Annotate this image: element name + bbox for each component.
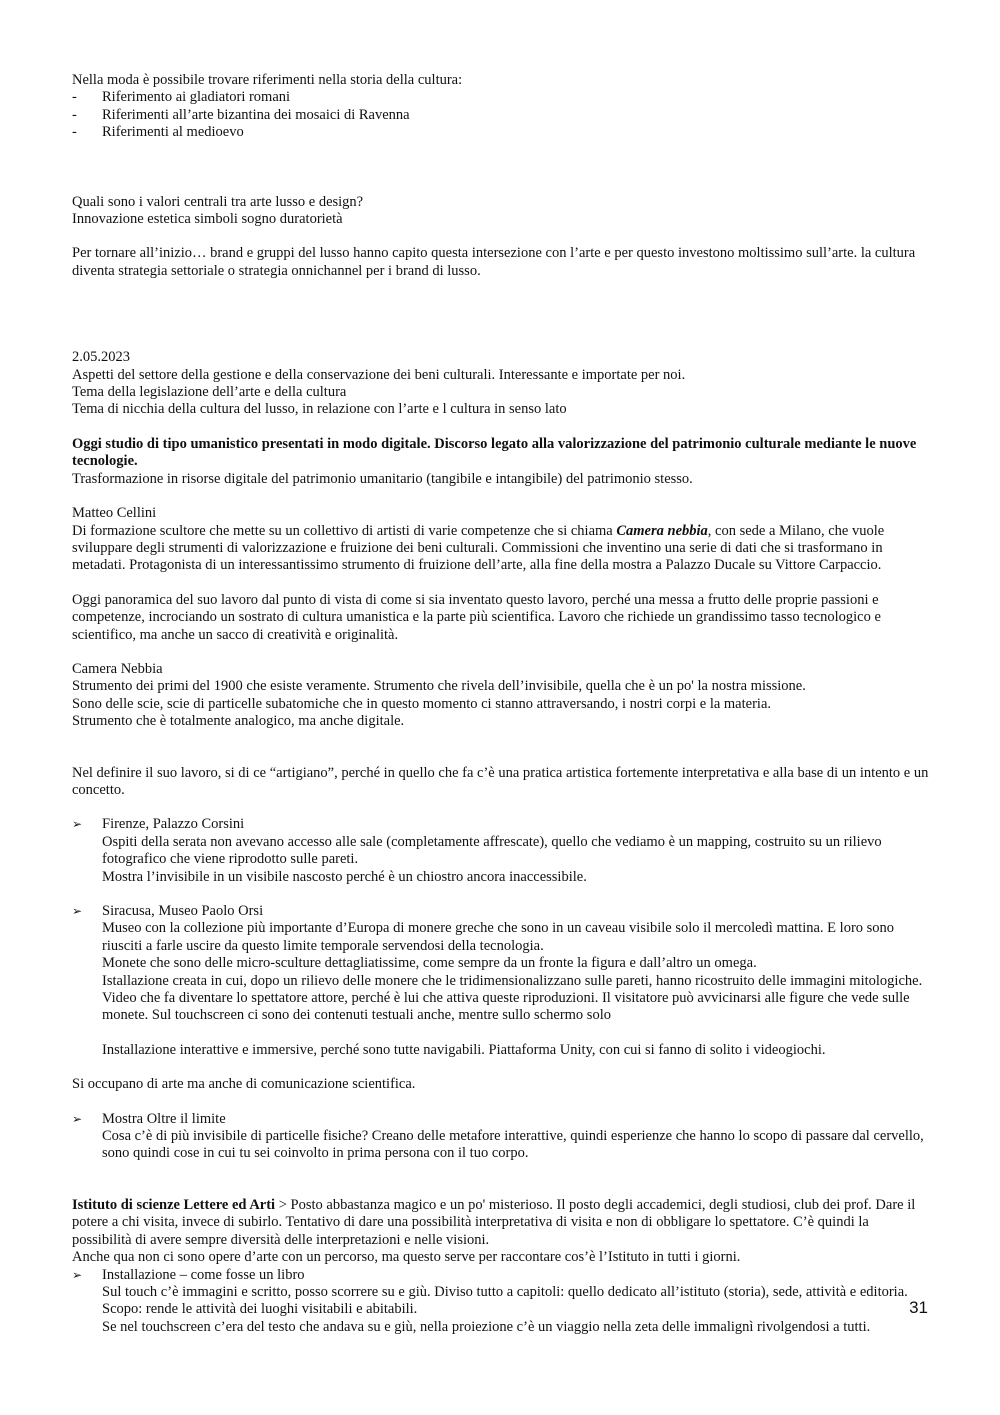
arrow-bullet-icon: ➢ [72, 817, 83, 832]
firenze-text: Ospiti della serata non avevano accesso alle sale (completamente affrescate), quello che vediamo è un mapping, costruito su un rilievo fotografico che viene riprodotto sulle pareti. [102, 833, 882, 868]
list-item [72, 107, 932, 124]
camera-title: Camera Nebbia [72, 660, 163, 677]
list-item [72, 89, 932, 106]
camera-line: Strumento dei primi del 1900 che esiste veramente. Strumento che rivela dell’invisibile, quella che è un po' la nostra missione. [72, 678, 806, 695]
dash-bullet: - [72, 124, 77, 141]
istituto-item-text: Sul touch c’è immagini e scritto, posso scorrere su e giù. Diviso tutto a capitoli: quello dedicato all’istituto (storia), sede, attività e editoria. Scopo: rende le attività dei luoghi visitabili e abitabili. [102, 1283, 908, 1318]
istituto-item-title: Installazione – come fosse un libro [102, 1266, 305, 1283]
istituto-text: > Posto abbastanza magico e un po' misterioso. Il posto degli accademici, degli studiosi, club dei prof. Dare il potere a chi visita, invece di subirlo. Tentativo di dare una possibilità interpretativa di visita e non di obbligare lo spettatore. C’è quindi la possibilità di avere sempre diversità delle interpretazioni e nelle visioni. [72, 1196, 916, 1248]
arrow-bullet-icon: ➢ [72, 1111, 83, 1126]
list-item-text: Riferimento ai gladiatori romani [102, 89, 291, 106]
firenze-title: Firenze, Palazzo Corsini [102, 816, 245, 833]
istituto-paragraph [72, 1197, 932, 1249]
arrow-bullet-icon: ➢ [72, 1267, 83, 1282]
digital-text: Trasformazione in risorse digitale del patrimonio umanitario (tangibile e intangibile) del patrimonio stesso. [72, 470, 693, 487]
cellini-name: Matteo Cellini [72, 505, 157, 522]
arrow-bullet-icon: ➢ [72, 904, 83, 918]
values-question: Quali sono i valori centrali tra arte lusso e design? [72, 193, 364, 210]
cellini-text: Di formazione scultore che mette su un collettivo di artisti di varie competenze che si chiama [72, 522, 617, 539]
siracusa-text: Museo con la collezione più importante d’Europa di monere greche che sono in un caveau visibile solo il mercoledì mattina. E loro sono riusciti a farle uscire da questo limite temporale servendosi della tecnologia. [102, 920, 895, 954]
cellini-text: , con sede a Milano, che vuole sviluppare degli strumenti di valorizzazione e fruizione dei beni culturali. Commissioni che inventino una serie di dati che si trasformano in metadati. Protagonista di un interessantissimo strumento di fruizione dell’arte, alla fine della mostra a Palazzo Ducale su Vittore Carpaccio. [72, 522, 885, 574]
scientific-line: Si occupano di arte ma anche di comunicazione scientifica. [72, 1076, 416, 1093]
page-number: 31 [909, 1298, 928, 1317]
oltre-text: Cosa c’è di più invisibile di particelle fisiche? Creano delle metafore interattive, quindi esperienze che hanno lo scopo di passare dal cervello, sono quindi cose in cui tu sei coinvolto in prima persona con il tuo corpo. [102, 1128, 924, 1162]
digital-heading [72, 436, 932, 471]
oltre-title: Mostra Oltre il limite [102, 1110, 226, 1127]
istituto-item-text: Se nel touchscreen c’era del testo che andava su e giù, nella proiezione c’è un viaggio nella zeta delle immalignì rivolgendosi a tutti. [102, 1318, 871, 1335]
dash-bullet: - [72, 106, 77, 123]
lesson-line: Tema della legislazione dell’arte e della cultura [72, 384, 347, 401]
istituto-item [72, 1267, 932, 1337]
oltre-item [72, 1111, 932, 1163]
dash-bullet: - [72, 89, 77, 106]
camera-line: Strumento che è totalmente analogico, ma anche digitale. [72, 713, 405, 730]
lesson-line: Aspetti del settore della gestione e della conservazione dei beni culturali. Interessante e importate per noi. [72, 366, 686, 383]
camera-nebbia-emphasis: Camera nebbia [616, 522, 708, 539]
lesson-date: 2.05.2023 [72, 349, 130, 366]
panoramica-paragraph: Oggi panoramica del suo lavoro dal punto di vista di come si sia inventato questo lavoro, perché una messa a frutto delle proprie passioni e competenze, incrociando un sostrato di cultura umanistica e la parte più scientifica. Lavoro che richiede un grandissimo tasso tecnologico e scientifico, ma anche un sacco di creatività e originalità. [72, 591, 881, 643]
values-answer: Innovazione estetica simboli sogno duratorietà [72, 211, 343, 228]
cellini-paragraph [72, 523, 932, 575]
istituto-bold: Istituto di scienze Lettere ed Arti [72, 1196, 276, 1213]
firenze-item [72, 816, 932, 886]
firenze-text: Mostra l’invisibile in un visibile nascosto perché è un chiostro ancora inaccessibile. [102, 868, 587, 885]
siracusa-text: Monete che sono delle micro-sculture dettagliatissime, come sempre da un fronte la figura e dall’altro un omega. [102, 955, 757, 972]
intro-line: Nella moda è possibile trovare riferimenti nella storia della cultura: [72, 72, 463, 88]
lesson-line: Tema di nicchia della cultura del lusso, in relazione con l’arte e l cultura in senso lato [72, 401, 567, 418]
istituto-line: Anche qua non ci sono opere d’arte con un percorso, ma questo serve per raccontare cos’è l’Istituto in tutti i giorni. [72, 1249, 741, 1266]
camera-line: Sono delle scie, scie di particelle subatomiche che in questo momento ci stanno attraversando, i nostri corpi e la materia. [72, 695, 772, 712]
return-paragraph: Per tornare all’inizio… brand e gruppi del lusso hanno capito questa intersezione con l’arte e per questo investono moltissimo sull’arte. la cultura diventa strategia settoriale o strategia onnichannel per i brand di lusso. [72, 245, 916, 279]
digital-bold-text: Oggi studio di tipo umanistico presentati in modo digitale. Discorso legato alla valorizzazione del patrimonio culturale mediante le nuove tecnologie. [72, 435, 917, 470]
siracusa-text: Installazione interattive e immersive, perché sono tutte navigabili. Piattaforma Unity, con cui si fanno di solito i videogiochi. [102, 1041, 826, 1058]
siracusa-item [72, 903, 932, 1059]
document-page [72, 72, 932, 1336]
siracusa-text: Istallazione creata in cui, dopo un rilievo delle monere che le tridimensionalizzano sulle pareti, hanno ricostruito delle immagini mitologiche. Video che fa diventare lo spettatore attore, perché è lui che attiva queste riproduzioni. Il visitatore può avvicinarsi alle figure che vede sulle monete. Sul touchscreen ci sono dei contenuti testuali anche, mentre sullo schermo solo [102, 972, 923, 1024]
list-item-text: Riferimenti all’arte bizantina dei mosaici di Ravenna [102, 106, 410, 123]
list-item-text: Riferimenti al medioevo [102, 124, 244, 141]
artigiano-paragraph: Nel definire il suo lavoro, si di ce “artigiano”, perché in quello che fa c’è una pratica artistica fortemente interpretativa e alla base di un intento e un concetto. [72, 764, 929, 798]
siracusa-title: Siracusa, Museo Paolo Orsi [102, 903, 264, 919]
list-item [72, 124, 932, 141]
